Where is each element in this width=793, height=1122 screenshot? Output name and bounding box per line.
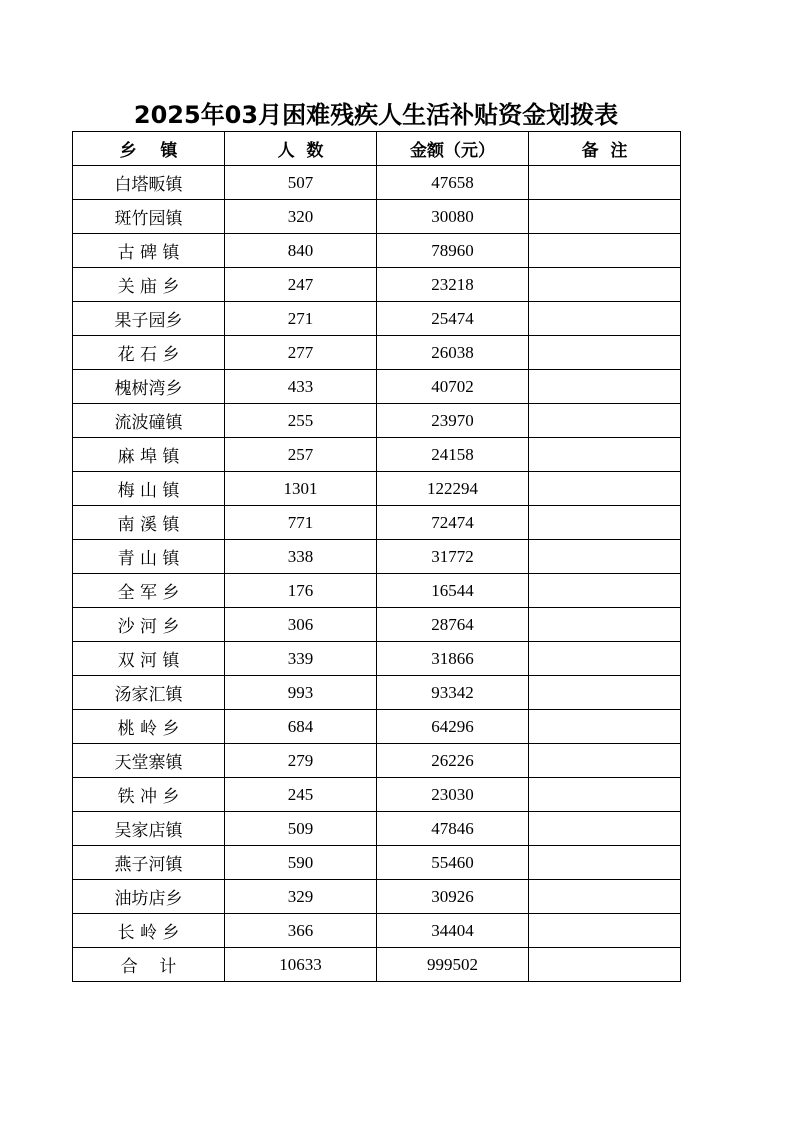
remark-cell xyxy=(529,472,681,506)
table-row xyxy=(73,914,681,948)
town-cell: 梅 山 镇 xyxy=(73,472,225,506)
header-remark: 备 注 xyxy=(529,132,681,166)
town-cell: 流波䃥镇 xyxy=(73,404,225,438)
people-cell: 771 xyxy=(225,506,377,540)
remark-cell xyxy=(529,846,681,880)
people-cell: 245 xyxy=(225,778,377,812)
amount-cell: 28764 xyxy=(377,608,529,642)
header-town: 乡 镇 xyxy=(73,132,225,166)
remark-cell xyxy=(529,710,681,744)
town-cell: 吴家店镇 xyxy=(73,812,225,846)
people-cell: 993 xyxy=(225,676,377,710)
amount-cell: 47846 xyxy=(377,812,529,846)
town-cell: 白塔畈镇 xyxy=(73,166,225,200)
people-cell: 339 xyxy=(225,642,377,676)
table-row xyxy=(73,710,681,744)
people-cell: 840 xyxy=(225,234,377,268)
table-row xyxy=(73,812,681,846)
remark-cell xyxy=(529,914,681,948)
table-body xyxy=(73,166,681,948)
amount-cell: 64296 xyxy=(377,710,529,744)
remark-cell xyxy=(529,268,681,302)
total-amount: 999502 xyxy=(377,948,529,982)
remark-cell xyxy=(529,540,681,574)
people-cell: 1301 xyxy=(225,472,377,506)
town-cell: 麻 埠 镇 xyxy=(73,438,225,472)
table-row xyxy=(73,778,681,812)
town-cell: 油坊店乡 xyxy=(73,880,225,914)
people-cell: 590 xyxy=(225,846,377,880)
remark-cell xyxy=(529,166,681,200)
people-cell: 684 xyxy=(225,710,377,744)
town-cell: 古 碑 镇 xyxy=(73,234,225,268)
town-cell: 花 石 乡 xyxy=(73,336,225,370)
header-amount: 金额（元） xyxy=(377,132,529,166)
remark-cell xyxy=(529,642,681,676)
town-cell: 青 山 镇 xyxy=(73,540,225,574)
remark-cell xyxy=(529,778,681,812)
amount-cell: 23030 xyxy=(377,778,529,812)
table-row xyxy=(73,846,681,880)
amount-cell: 26038 xyxy=(377,336,529,370)
town-cell: 南 溪 镇 xyxy=(73,506,225,540)
remark-cell xyxy=(529,676,681,710)
table-row xyxy=(73,608,681,642)
table-row xyxy=(73,234,681,268)
amount-cell: 93342 xyxy=(377,676,529,710)
amount-cell: 31772 xyxy=(377,540,529,574)
town-cell: 天堂寨镇 xyxy=(73,744,225,778)
amount-cell: 47658 xyxy=(377,166,529,200)
amount-cell: 24158 xyxy=(377,438,529,472)
table-row xyxy=(73,438,681,472)
remark-cell xyxy=(529,336,681,370)
table-row xyxy=(73,472,681,506)
town-cell: 桃 岭 乡 xyxy=(73,710,225,744)
people-cell: 257 xyxy=(225,438,377,472)
total-people: 10633 xyxy=(225,948,377,982)
town-cell: 果子园乡 xyxy=(73,302,225,336)
header-people: 人 数 xyxy=(225,132,377,166)
people-cell: 338 xyxy=(225,540,377,574)
subsidy-table xyxy=(72,131,681,982)
people-cell: 271 xyxy=(225,302,377,336)
remark-cell xyxy=(529,404,681,438)
town-cell: 沙 河 乡 xyxy=(73,608,225,642)
people-cell: 277 xyxy=(225,336,377,370)
town-cell: 全 军 乡 xyxy=(73,574,225,608)
town-cell: 关 庙 乡 xyxy=(73,268,225,302)
amount-cell: 31866 xyxy=(377,642,529,676)
amount-cell: 122294 xyxy=(377,472,529,506)
remark-cell xyxy=(529,438,681,472)
people-cell: 507 xyxy=(225,166,377,200)
town-cell: 斑竹园镇 xyxy=(73,200,225,234)
table-row xyxy=(73,200,681,234)
amount-cell: 25474 xyxy=(377,302,529,336)
people-cell: 509 xyxy=(225,812,377,846)
town-cell: 汤家汇镇 xyxy=(73,676,225,710)
amount-cell: 23218 xyxy=(377,268,529,302)
page-title: 2025年03月困难残疾人生活补贴资金划拨表 xyxy=(133,101,619,129)
remark-cell xyxy=(529,880,681,914)
table-row xyxy=(73,268,681,302)
remark-cell xyxy=(529,744,681,778)
amount-cell: 34404 xyxy=(377,914,529,948)
people-cell: 247 xyxy=(225,268,377,302)
remark-cell xyxy=(529,302,681,336)
remark-cell xyxy=(529,812,681,846)
amount-cell: 16544 xyxy=(377,574,529,608)
amount-cell: 23970 xyxy=(377,404,529,438)
total-label: 合 计 xyxy=(73,948,225,982)
amount-cell: 30926 xyxy=(377,880,529,914)
table-header-row xyxy=(73,132,681,166)
remark-cell xyxy=(529,506,681,540)
remark-cell xyxy=(529,200,681,234)
amount-cell: 40702 xyxy=(377,370,529,404)
table-row xyxy=(73,404,681,438)
table-row xyxy=(73,166,681,200)
total-remark xyxy=(529,948,681,982)
remark-cell xyxy=(529,608,681,642)
people-cell: 306 xyxy=(225,608,377,642)
amount-cell: 30080 xyxy=(377,200,529,234)
town-cell: 铁 冲 乡 xyxy=(73,778,225,812)
town-cell: 燕子河镇 xyxy=(73,846,225,880)
remark-cell xyxy=(529,234,681,268)
people-cell: 255 xyxy=(225,404,377,438)
table-row xyxy=(73,506,681,540)
people-cell: 320 xyxy=(225,200,377,234)
town-cell: 双 河 镇 xyxy=(73,642,225,676)
table-row xyxy=(73,744,681,778)
total-row xyxy=(73,948,681,982)
amount-cell: 72474 xyxy=(377,506,529,540)
table-row xyxy=(73,540,681,574)
table-row xyxy=(73,302,681,336)
remark-cell xyxy=(529,370,681,404)
people-cell: 279 xyxy=(225,744,377,778)
table-row xyxy=(73,370,681,404)
people-cell: 329 xyxy=(225,880,377,914)
people-cell: 433 xyxy=(225,370,377,404)
people-cell: 366 xyxy=(225,914,377,948)
amount-cell: 55460 xyxy=(377,846,529,880)
amount-cell: 78960 xyxy=(377,234,529,268)
amount-cell: 26226 xyxy=(377,744,529,778)
town-cell: 槐树湾乡 xyxy=(73,370,225,404)
people-cell: 176 xyxy=(225,574,377,608)
table-row xyxy=(73,642,681,676)
table-row xyxy=(73,336,681,370)
town-cell: 长 岭 乡 xyxy=(73,914,225,948)
table-row xyxy=(73,574,681,608)
table-row xyxy=(73,880,681,914)
table-row xyxy=(73,676,681,710)
remark-cell xyxy=(529,574,681,608)
